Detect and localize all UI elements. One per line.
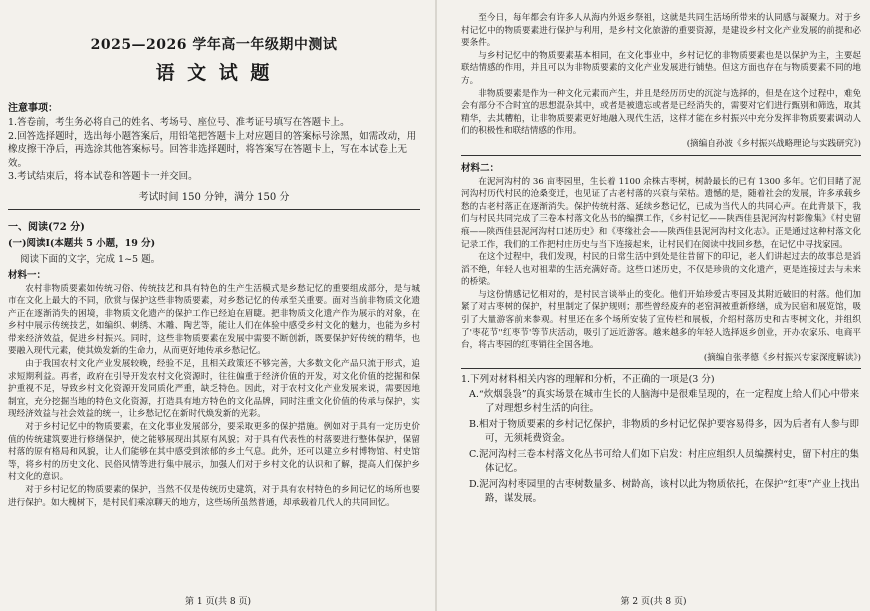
page-footer: 第 1 页(共 8 页) bbox=[185, 597, 251, 607]
exam-time: 考试时间 150 分钟，满分 150 分 bbox=[138, 191, 290, 203]
paragraph: 在泥河沟村的 36 亩枣园里，生长着 1100 余株古枣树，树龄最长的已有 1300 多年。它们目睹了泥河沟村历代村民的沧桑变迁，也见证了古老村落的兴衰与荣枯。遗憾的是，随着社会的发展，许多承载乡愁的古老村落正在逐渐消失。保护传统村落、延续乡愁记忆，已成为当代人的共同心声。在此背景下，我们与村民共同完成了三卷本村落文化丛书的编撰工作，《乡村记忆——陕西佳县泥河沟村影像集》《村史留痕——陕西佳县泥河沟村口述历史》和《枣缘社会——陕西佳县泥河沟村文化志》。正是通过这种村落文化记录工作，我们的工作把村庄历史与当下连接起来，让村民们在阅读中找回乡愁，在记忆中寻找家园。 bbox=[461, 176, 861, 250]
option-c: C.泥河沟村三卷本村落文化丛书可给人们如下启发：村庄应组织人员编撰村史，留下村庄的集体记忆。 bbox=[469, 449, 859, 475]
paragraph: 对于乡村记忆中的物质要素，在文化事业发展部分，要采取更多的保护措施。例如对于具有一定历史价值的传统建筑要进行修缮保护，使之能够展现出其原有风貌；对于具有代表性的村落要进行整体保护，保留村落的原有格局和风貌，让人们能够在其中感受到浓郁的乡土气息。此外，还可以建立乡村博物馆、村史馆等，将乡村的历史文化、民俗风情等进行集中展示，加强人们对于乡村文化的认识和了解，提高人们保护乡村文化的意识。 bbox=[8, 422, 420, 483]
paragraph: 至今日，每年都会有许多人从海内外返乡祭祖，这就是共同生活场所带来的认同感与凝聚力。对于乡村记忆中的物质要素进行保护与利用，是乡村文化旅游的重要资源，是建设乡村文化产业发展的前提和必要条件。 bbox=[461, 13, 861, 49]
page-footer: 第 2 页(共 8 页) bbox=[620, 597, 687, 607]
paragraph: 对于乡村记忆的物质要素的保护，当然不仅是传统历史建筑，对于具有农村特色的乡间记忆的场所也要进行保护。如大槐树下，是村民们乘凉聊天的地方，这些场所虽然普通，却承载着几代人的共同回忆。 bbox=[8, 485, 420, 508]
exam-page-2 bbox=[437, 0, 870, 611]
notes-header: 注意事项： bbox=[8, 103, 58, 114]
source-citation: (摘编自张孝德《乡村振兴专家深度解读》) bbox=[703, 352, 861, 363]
instruction: 阅读下面的文字，完成 1~5 题。 bbox=[20, 253, 161, 265]
material-label: 材料一： bbox=[8, 269, 47, 281]
question-stem: 1.下列对材料相关内容的理解和分析，不正确的一项是(3 分) bbox=[461, 374, 715, 386]
option-b: B.相对于物质要素的乡村记忆保护，非物质的乡村记忆保护要容易得多，因为后者有人参与即可，无须耗费资金。 bbox=[469, 419, 860, 445]
paragraph: 由于我国农村文化产业发展较晚，经验不足，且相关政策还不够完善，大多数文化产品只流于形式，追求短期利益。再者，政府在引导开发农村文化资源时，往往偏重于经济价值的开发，对文化价值的挖掘和保护重视不足，导致乡村文化资源开发同质化严重，缺乏特色。因此，对于农村文化产业发展来说，需要因地制宜，充分挖掘当地的特色文化资源，打造具有地方特色的文化品牌，同时注重文化价值的传承与保护，实现经济效益与社会效益的统一，让乡愁记忆在新时代焕发新的光彩。 bbox=[8, 359, 420, 420]
subsection-title: (一)阅读Ⅰ(本题共 5 小题，19 分) bbox=[8, 237, 156, 249]
source-citation: (摘编自孙波《乡村振兴战略理论与实践研究》) bbox=[686, 138, 861, 149]
paragraph: 与乡村记忆中的物质要素基本相同，在文化事业中，乡村记忆的非物质要素也是以保护为主，主要起联结情感的作用，并且可以为非物质要素的文化产业发展进行铺垫。但这方面也存在与物质要素不同的地方。 bbox=[461, 50, 861, 86]
paragraph: 与这份情感记忆相对的，是村民言谈举止的变化。他们开始珍爱古枣园及其附近破旧的村落。他们加紧了对古枣树的保护，村里制定了保护规则；那些曾经废弃的老窑洞被重新修缮，成为民宿和展览馆，吸引了大量游客前来参观。村里还在多个场所安装了宣传栏和展板，介绍村落历史和古枣树文化，并组织了'枣花节''红枣节'等节庆活动，吸引了远近游客。越来越多的年轻人选择返乡创业，开办农家乐、电商平台，将古枣园的红枣销往全国各地。 bbox=[461, 289, 861, 351]
exam-title: 2025—2026 学年高一年级期中测试 bbox=[90, 37, 338, 53]
divider bbox=[461, 368, 861, 369]
page-1-content bbox=[8, 12, 420, 591]
material-label: 材料二： bbox=[461, 162, 500, 174]
section-title: 一、阅读(72 分) bbox=[8, 221, 85, 233]
note-item: 1.答卷前，考生务必将自己的姓名、考场号、座位号、准考证号填写在答题卡上。 bbox=[8, 117, 350, 128]
note-item: 3.考试结束后，将本试卷和答题卡一并交回。 bbox=[8, 171, 198, 182]
divider bbox=[8, 209, 420, 210]
paragraph: 农村非物质要素如传统习俗、传统技艺和具有特色的生产生活模式是乡愁记忆的重要组成部分，是与城市在文化上最大的不同，欣赏与保护这些非物质要素，对乡愁记忆的传承至关重要。面对当前非物质文化遗产正在逐渐消失的困境，非物质文化遗产的保护工作已经迫在眉睫。把非物质文化遗产作为展示的对象，在乡村中展示传统技艺，如编织、刺绣、木雕、陶艺等，能让人们在体验中感受乡村文化的魅力，也能为乡村带来经济效益，促进乡村振兴。同时，这些非物质要素在发展中需要不断创新，既要保护好传统的精华，也要融入现代元素，使其焕发新的生命力，从而更好地传承乡愁记忆。 bbox=[8, 283, 420, 357]
page-2-content bbox=[461, 12, 861, 591]
option-d: D.泥河沟村枣园里的古枣树数量多、树龄高，该村以此为物质依托，在保护“红枣”产业上找出路，谋发展。 bbox=[469, 479, 860, 505]
option-a: A.“炊烟袅袅”的真实场景在城市生长的人脑海中是很难呈现的，在一定程度上给人们心中带来了对理想乡村生活的向往。 bbox=[469, 389, 860, 415]
paragraph: 非物质要素是作为一种文化元素而产生，并且是经历历史的沉淀与选择的，但是在这个过程中，难免会有部分不合时宜的思想混杂其中，或者是被遗忘或者是已经消失的，需要对它们进行甄别和筛选，取其精华，去其糟粕，让非物质要素更好地融入现代生活，这样才能在乡村振兴中充分发挥非物质要素调动人们的积极性和联结情感的作用。 bbox=[461, 88, 861, 137]
note-item: 2.回答选择题时，选出每小题答案后，用铅笔把答题卡上对应题目的答案标号涂黑，如需改动，用橡皮擦干净后，再选涂其他答案标号。回答非选择题时，将答案写在答题卡上，写在本试卷上无效。 bbox=[8, 130, 417, 169]
divider bbox=[461, 155, 861, 156]
subject-title: 语 文 试 题 bbox=[155, 62, 273, 84]
paragraph: 在这个过程中，我们发现，村民的日常生活中到处是往昔留下的印记，老人们讲起过去的故事总是滔滔不绝，年轻人也对祖辈的生活充满好奇。这些口述历史，不仅是珍贵的文化遗产，更是连接过去与未来的桥梁。 bbox=[461, 252, 861, 288]
